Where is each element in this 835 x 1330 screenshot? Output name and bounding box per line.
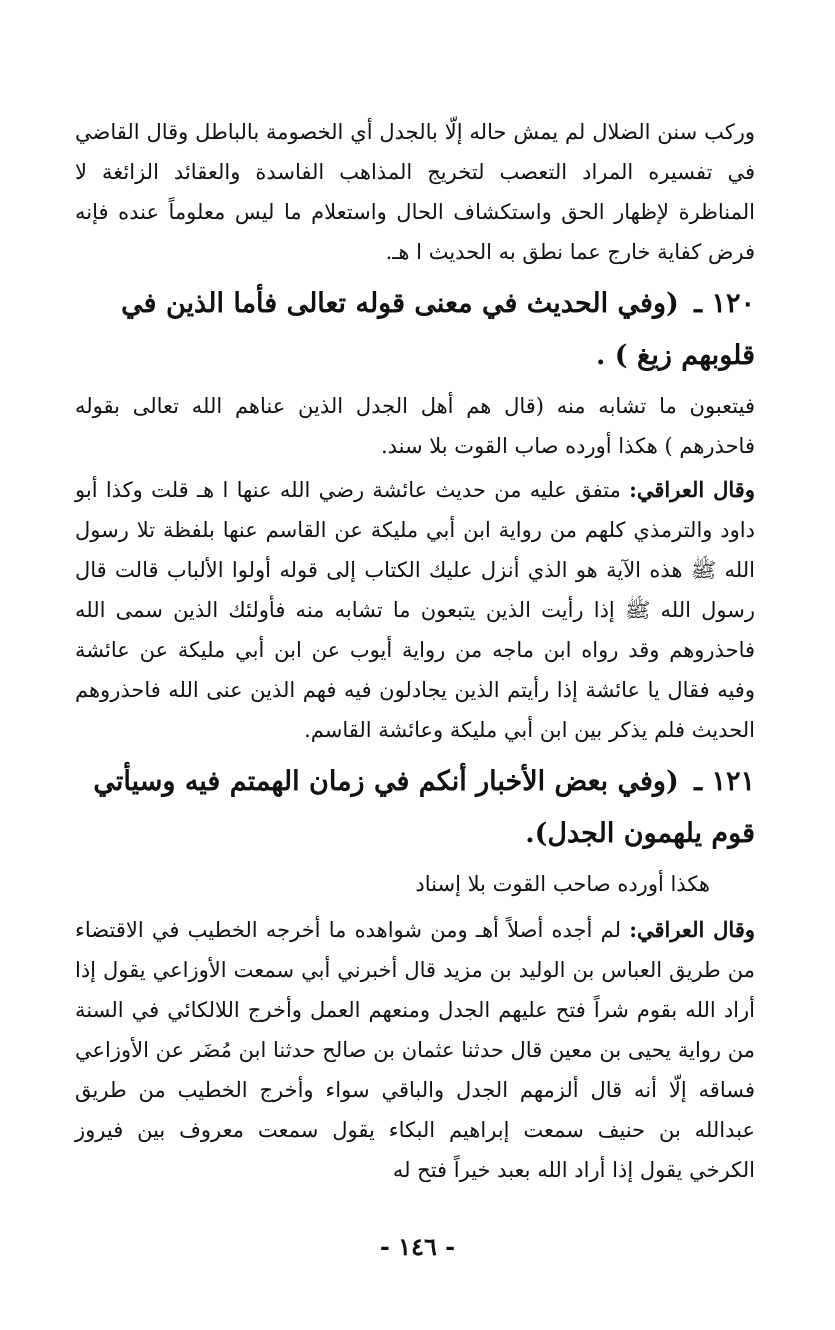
paragraph-body: لم أجده أصلاً أهـ ومن شواهده ما أخرجه الخطيب في الاقتضاء من طريق العباس بن الوليد بن مزيد قال أخبرني أبي سمعت الأوزاعي يقول إذا أراد الله بقوم شراً فتح عليهم الجدل ومنعهم العمل وأخرج اللالكائي في السنة من رواية يحيى بن معين قال حدثنا عثمان بن صالح حدثنا ابن مُضَر عن الأوزاعي فساقه إلّا أنه قال ألزمهم الجدل والباقي سواء وأخرج الخطيب من طريق عبدالله بن حنيف سمعت إبراهيم البكاء يقول سمعت معروف بين فيروز الكرخي يقول إذا أراد الله بعبد خيراً فتح له <box>75 918 755 1182</box>
page-number: - ١٤٦ - <box>379 1232 456 1261</box>
hadith-number: ١٢٠ ـ <box>694 288 755 319</box>
paragraph-iraqi-1 <box>75 470 755 750</box>
paragraph-iraqi-2 <box>75 910 755 1190</box>
speaker-label: وقال العراقي: <box>629 917 755 942</box>
hadith-text: (وفي الحديث في معنى قوله تعالى فأما الذين في قلوبهم زيغ ) . <box>121 288 755 371</box>
paragraph-intro: وركب سنن الضلال لم يمش حاله إلّا بالجدل أي الخصومة بالباطل وقال القاضي في تفسيره المراد التعصب لتخريج المذاهب الفاسدة والعقائد الزائغة لا المناظرة لإظهار الحق واستكشاف الحال واستعلام ما ليس معلوماً عنده فإنه فرض كفاية خارج عما نطق به الحديث ا هـ. <box>75 120 755 264</box>
hadith-text: (وفي بعض الأخبار أنكم في زمان الهمتم فيه وسيأتي قوم يلهمون الجدل). <box>93 766 755 849</box>
source-note: هكذا أورده صاحب القوت بلا إسناد <box>415 872 710 896</box>
hadith-number: ١٢١ ـ <box>694 766 755 797</box>
speaker-label: وقال العراقي: <box>629 477 755 502</box>
hadith-heading-120 <box>75 278 755 382</box>
paragraph-body: متفق عليه من حديث عائشة رضي الله عنها ا هـ قلت وكذا أبو داود والترمذي كلهم من رواية ابن أبي مليكة عن القاسم عنها بلفظة تلا رسول الله ﷺ هذه الآية هو الذي أنزل عليك الكتاب إلى قوله أولوا الألباب قالت قال رسول الله ﷺ إذا رأيت الذين يتبعون ما تشابه منه فأولئك الذين سمى الله فاحذروهم وقد رواه ابن ماجه من رواية أيوب عن ابن أبي مليكة عن عائشة وفيه فقال يا عائشة إذا رأيتم الذين يجادلون فيه فهم الذين عنى الله فاحذروهم الحديث فلم يذكر بين ابن أبي مليكة وعائشة القاسم. <box>75 478 755 742</box>
hadith-heading-121 <box>75 756 755 860</box>
paragraph-commentary: فيتعبون ما تشابه منه (قال هم أهل الجدل الذين عناهم الله تعالى بقوله فاحذرهم ) هكذا أورده صاب القوت بلا سند. <box>75 394 755 458</box>
